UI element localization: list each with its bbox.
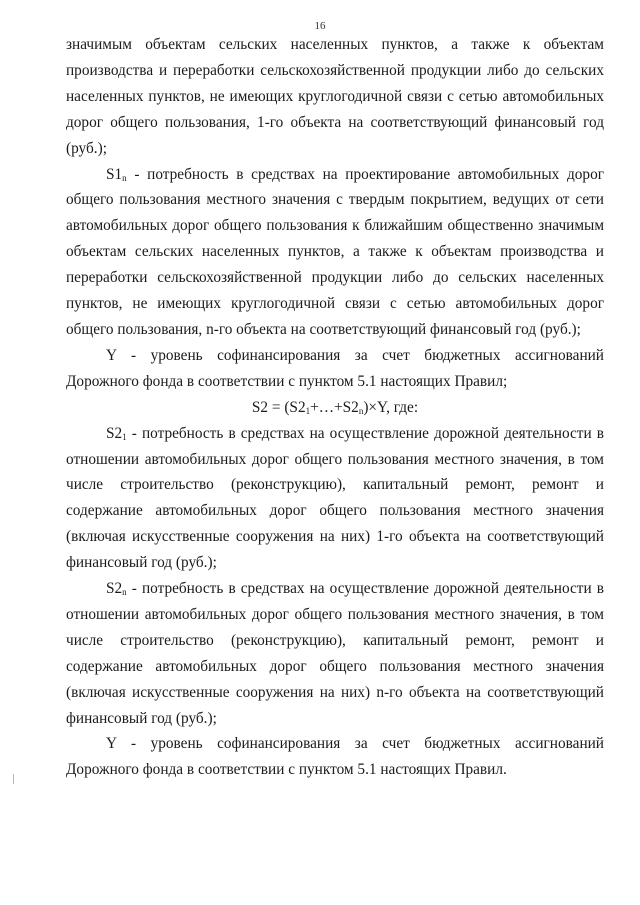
symbol-subscript: 1 <box>122 431 127 442</box>
paragraph-y-definition: Y - уровень софинансирования за счет бюджетных ассигнований Дорожного фонда в соответствии с пунктом 5.1 настоящих Правил; <box>66 346 604 390</box>
paragraph-s1n-definition <box>66 162 604 343</box>
definition-text: - потребность в средствах на осуществление дорожной деятельности в отношении автомобильных дорог общего пользования местного значения, в том числе строительство (реконструкцию), капитальный ремонт, ремонт и содержание автомобильных дорог общего пользования местного значения (включая искусственные сооружения на них) n-го объекта на соответствующий финансовый год (руб.); <box>66 580 604 727</box>
paragraph-s21-definition <box>66 421 604 576</box>
formula-part: )×Y, где: <box>363 398 419 416</box>
formula-s2 <box>66 395 604 421</box>
formula-part: S2 = (S2 <box>251 398 306 416</box>
symbol-s1: S1 <box>106 165 123 183</box>
formula-part: +…+S2 <box>310 398 359 416</box>
page-number: 16 <box>314 20 326 32</box>
symbol-s2: S2 <box>106 424 123 442</box>
definition-text: - потребность в средствах на осуществление дорожной деятельности в отношении автомобильных дорог общего пользования местного значения, в том числе строительство (реконструкцию), капитальный ремонт, ремонт и содержание автомобильных дорог общего пользования местного значения (включая искусственные сооружения на них) 1-го объекта на соответствующий финансовый год (руб.); <box>66 424 604 572</box>
symbol-s2: S2 <box>106 580 123 598</box>
symbol-subscript: n <box>122 587 127 598</box>
definition-text: - потребность в средствах на проектирование автомобильных дорог общего пользования местного значения с твердым покрытием, ведущих от сети автомобильных дорог общего пользования к ближайшим общественно значимым объектам сельских населенных пунктов, а также к объектам производства и переработки сельскохозяйственной продукции либо до сельских населенных пунктов, не имеющих круглогодичной связи с сетью автомобильных дорог общего пользования, n-го объекта на соответствующий финансовый год (руб.); <box>66 165 604 338</box>
formula-subscript: 1 <box>305 405 311 416</box>
paragraph-s2n-definition <box>66 576 604 731</box>
paragraph-y-definition-final: Y - уровень софинансирования за счет бюджетных ассигнований Дорожного фонда в соответствии с пунктом 5.1 настоящих Правил. <box>66 735 604 779</box>
symbol-subscript: n <box>122 172 127 183</box>
paragraph-continuation: значимым объектам сельских населенных пунктов, а также к объектам производства и переработки сельскохозяйственной продукции либо до сельских населенных пунктов, не имеющих круглогодичной связи с сетью автомобильных дорог общего пользования, 1-го объекта на соответствующий финансовый год (руб.); <box>66 36 604 157</box>
formula-subscript: n <box>358 405 364 416</box>
margin-mark <box>13 774 14 784</box>
document-body <box>66 32 604 783</box>
